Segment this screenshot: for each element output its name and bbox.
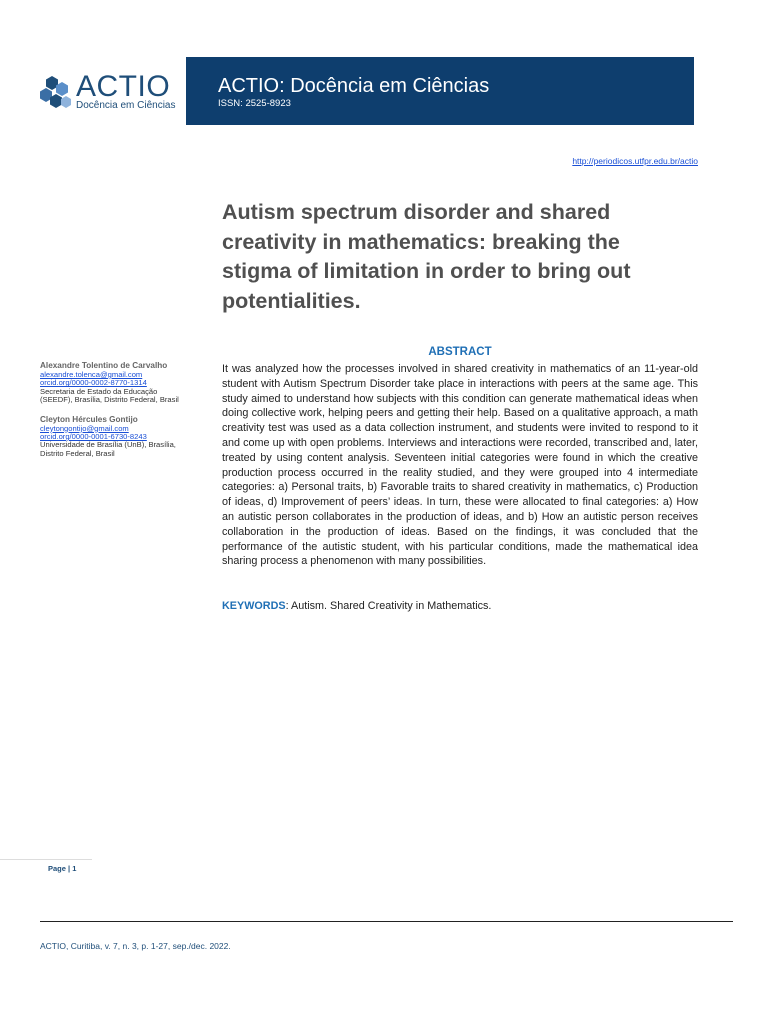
- logo-subtitle: Docência em Ciências: [76, 100, 176, 111]
- keywords-line: [222, 599, 698, 614]
- author-name: Alexandre Tolentino de Carvalho: [40, 361, 168, 370]
- author-orcid-link[interactable]: orcid.org/0000-0002-8770-1314: [40, 378, 147, 388]
- authors-sidebar: [40, 361, 190, 458]
- author-email-link[interactable]: alexandre.tolenca@gmail.com: [40, 370, 143, 379]
- abstract-heading: ABSTRACT: [428, 346, 492, 358]
- footer-rule: [40, 921, 733, 922]
- author-orcid-link[interactable]: orcid.org/0000-0001-6730-8243: [40, 432, 147, 442]
- hexagon-cluster-icon: [38, 74, 74, 110]
- author-email-link[interactable]: cleytongontijo@gmail.com: [40, 423, 129, 433]
- author-affiliation: Secretaria de Estado da Educação (SEEDF), Brasília, Distrito Federal, Brasil: [40, 386, 179, 405]
- journal-issn: ISSN: 2525-8923: [218, 98, 291, 109]
- citation-footer: ACTIO, Curitiba, v. 7, n. 3, p. 1-27, sep./dec. 2022.: [40, 941, 231, 951]
- journal-banner: [186, 57, 694, 125]
- journal-url-link[interactable]: http://periodicos.utfpr.edu.br/actio: [572, 156, 698, 166]
- abstract-body: It was analyzed how the processes involved in shared creativity in mathematics of an 11-year-old student with Autism Spectrum Disorder take place in interactions with peers at the same age. This study aimed to understand how subjects with this condition can generate mathematical ideas when doing collective work, helping peers and getting their help. Based on a qualitative approach, a math creativity test was used as a data collection instrument, and students were invited to respond to it and come up with open problems. Interviews and interactions were recorded, transcribed and, later, treated by using content analysis. Seventeen initial categories were found in which the creative production process occurred in the reality studied, and they were grouped into 4 intermediate categories: a) Personal traits, b) Favorable traits to shared creativity in mathematics, c) Production of ideas, d) Improvement of peers’ ideas. In turn, these were allocated to final categories: a) How an autistic person collaborates in the production of ideas, and b) How an autistic person receives collaboration in the production of ideas. Based on the findings, it was concluded that the performance of the autistic student, with his particular conditions, made the mathematical idea sharing process a phenomenon with many possibilities.: [222, 363, 698, 568]
- author-entry: [40, 415, 190, 459]
- article-title: Autism spectrum disorder and shared creativity in mathematics: breaking the stigma of limitation in order to bring out potentialities.: [222, 200, 631, 313]
- journal-title: ACTIO: Docência em Ciências: [218, 75, 490, 97]
- logo-wordmark: ACTIO: [76, 70, 171, 103]
- author-affiliation: Universidade de Brasília (UnB), Brasília, Distrito Federal, Brasil: [40, 440, 176, 458]
- author-name: Cleyton Hércules Gontijo: [40, 414, 138, 424]
- keywords-label: KEYWORDS: [222, 600, 286, 612]
- page-number: Page | 1: [48, 864, 77, 873]
- keywords-values: : Autism. Shared Creativity in Mathematics.: [285, 600, 492, 612]
- author-entry: [40, 361, 190, 405]
- actio-logo: [38, 70, 178, 115]
- page-divider: [0, 859, 92, 860]
